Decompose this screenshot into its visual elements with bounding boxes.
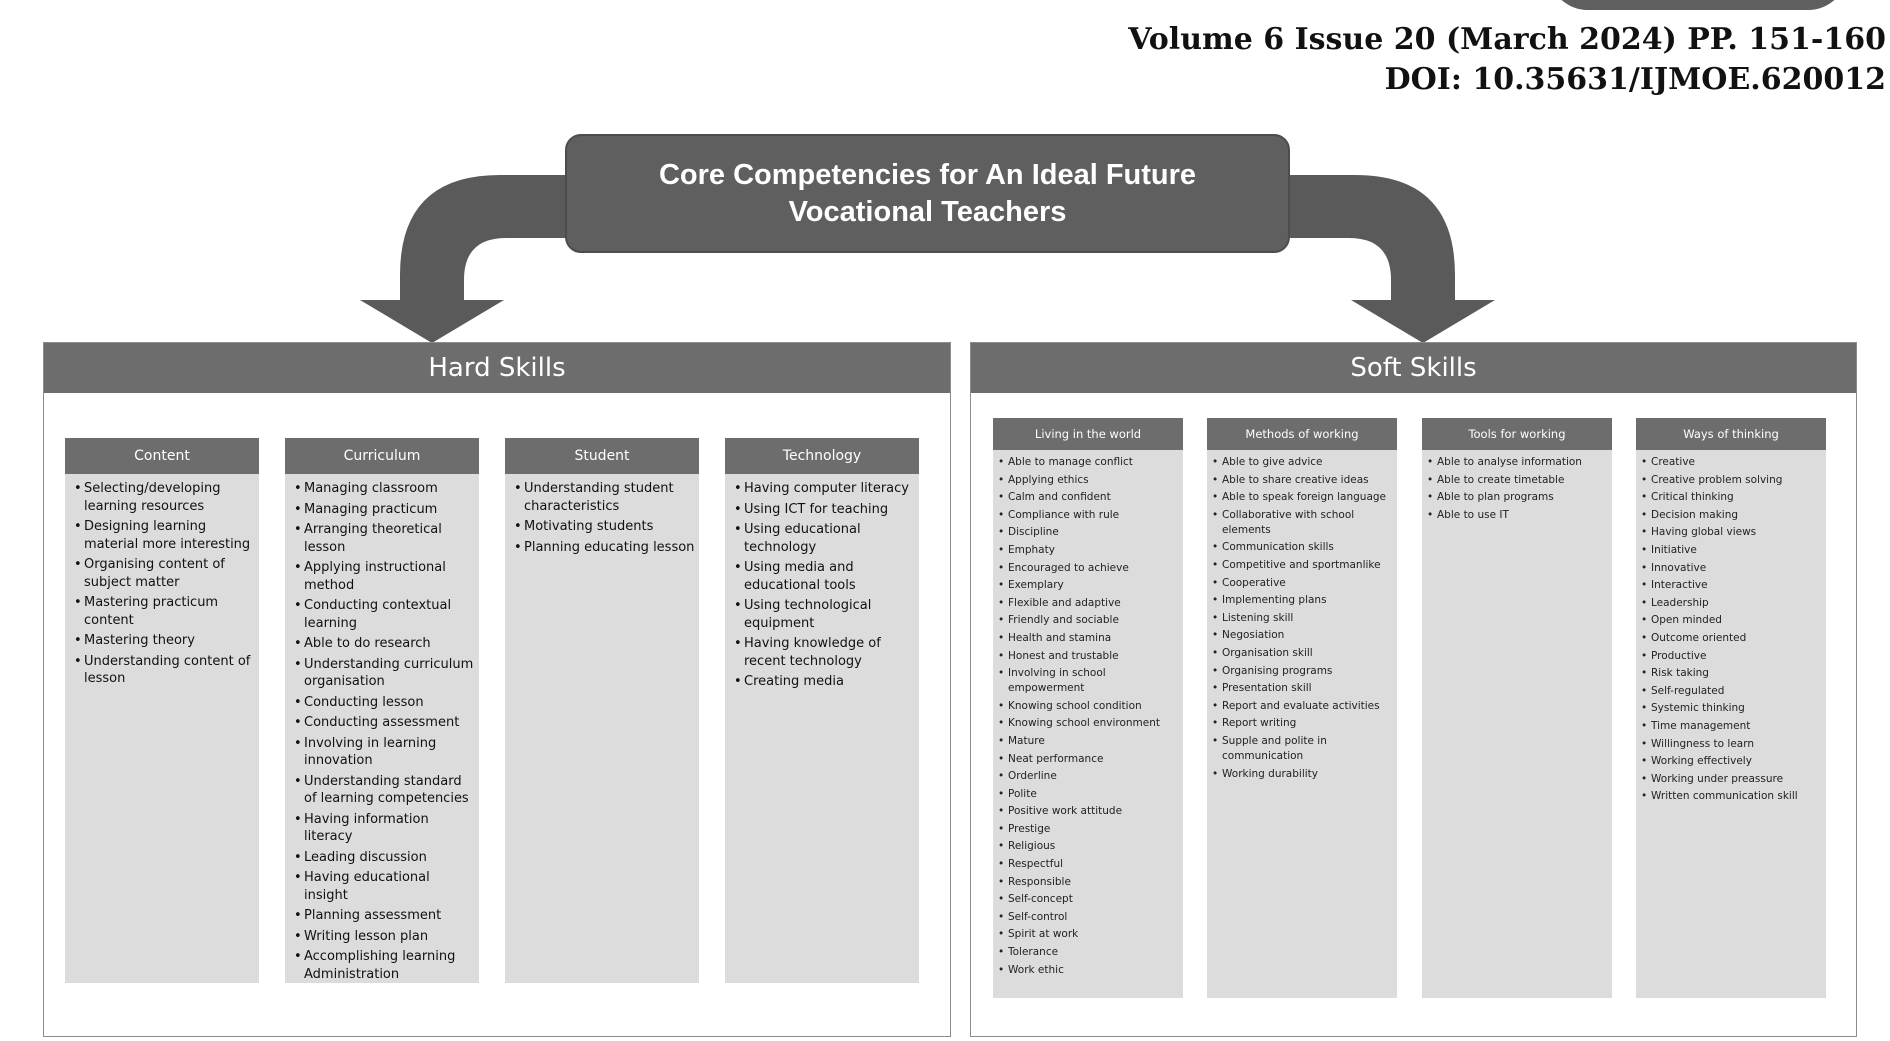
list-item: • Managing classroom (294, 480, 475, 498)
column-title: Methods of working (1207, 418, 1397, 450)
list-item: • Respectful (998, 857, 1179, 872)
list-item: • Friendly and sociable (998, 613, 1179, 628)
list-item: • Working durability (1212, 767, 1393, 782)
diagram-title: Core Competencies for An Ideal Future Vocational Teachers (565, 134, 1290, 253)
column-title: Tools for working (1422, 418, 1612, 450)
list-item: • Mastering theory (74, 632, 255, 650)
list-item: • Presentation skill (1212, 681, 1393, 696)
list-item: • Working effectively (1641, 754, 1822, 769)
list-item: • Organising programs (1212, 664, 1393, 679)
list-item: • Having information literacy (294, 811, 475, 846)
list-item: • Arranging theoretical lesson (294, 521, 475, 556)
list-item: • Polite (998, 787, 1179, 802)
list-item: • Risk taking (1641, 666, 1822, 681)
list-item: • Applying ethics (998, 473, 1179, 488)
list-item: • Able to manage conflict (998, 455, 1179, 470)
list-item: • Listening skill (1212, 611, 1393, 626)
list-item: • Understanding curriculum organisation (294, 656, 475, 691)
list-item: • Leading discussion (294, 849, 475, 867)
hard-column-content (65, 438, 259, 983)
list-item: • Critical thinking (1641, 490, 1822, 505)
soft-column-living (993, 418, 1183, 998)
list-item: • Able to give advice (1212, 455, 1393, 470)
left-arrow (360, 175, 590, 343)
list-item: • Health and stamina (998, 631, 1179, 646)
list-item: • Communication skills (1212, 540, 1393, 555)
item-list (1207, 455, 1397, 782)
list-item: • Mastering practicum content (74, 594, 255, 629)
list-item: • Open minded (1641, 613, 1822, 628)
list-item: • Understanding student characteristics (514, 480, 695, 515)
list-item: • Prestige (998, 822, 1179, 837)
list-item: • Involving in school empowerment (998, 666, 1179, 696)
list-item: • Written communication skill (1641, 789, 1822, 804)
list-item: • Productive (1641, 649, 1822, 664)
hard-skills-header: Hard Skills (44, 343, 950, 393)
list-item: • Using educational technology (734, 521, 915, 556)
list-item: • Initiative (1641, 543, 1822, 558)
item-list (725, 480, 919, 691)
hard-skills-panel (43, 342, 951, 1037)
item-list (1422, 455, 1612, 523)
soft-column-ways-of-thinking (1636, 418, 1826, 998)
list-item: • Supple and polite in communication (1212, 734, 1393, 764)
list-item: • Motivating students (514, 518, 695, 536)
list-item: • Able to create timetable (1427, 473, 1608, 488)
list-item: • Able to analyse information (1427, 455, 1608, 470)
list-item: • Report and evaluate activities (1212, 699, 1393, 714)
list-item: • Collaborative with school elements (1212, 508, 1393, 538)
list-item: • Willingness to learn (1641, 737, 1822, 752)
list-item: • Using ICT for teaching (734, 501, 915, 519)
list-item: • Having computer literacy (734, 480, 915, 498)
list-item: • Self-regulated (1641, 684, 1822, 699)
list-item: • Innovative (1641, 561, 1822, 576)
list-item: • Decision making (1641, 508, 1822, 523)
list-item: • Selecting/developing learning resources (74, 480, 255, 515)
item-list (285, 480, 479, 983)
list-item: • Spirit at work (998, 927, 1179, 942)
column-title: Student (505, 438, 699, 474)
list-item: • Using media and educational tools (734, 559, 915, 594)
list-item: • Interactive (1641, 578, 1822, 593)
list-item: • Exemplary (998, 578, 1179, 593)
column-title: Ways of thinking (1636, 418, 1826, 450)
list-item: • Religious (998, 839, 1179, 854)
list-item: • Having educational insight (294, 869, 475, 904)
soft-column-methods (1207, 418, 1397, 998)
list-item: • Self-control (998, 910, 1179, 925)
hard-column-student (505, 438, 699, 983)
list-item: • Discipline (998, 525, 1179, 540)
list-item: • Responsible (998, 875, 1179, 890)
list-item: • Mature (998, 734, 1179, 749)
volume-line: Volume 6 Issue 20 (March 2024) PP. 151-160 (1128, 22, 1886, 57)
list-item: • Competitive and sportmanlike (1212, 558, 1393, 573)
list-item: • Calm and confident (998, 490, 1179, 505)
column-title: Curriculum (285, 438, 479, 474)
list-item: • Systemic thinking (1641, 701, 1822, 716)
list-item: • Flexible and adaptive (998, 596, 1179, 611)
hard-column-curriculum (285, 438, 479, 983)
doi-line: DOI: 10.35631/IJMOE.620012 (1384, 62, 1886, 97)
list-item: • Emphaty (998, 543, 1179, 558)
list-item: • Compliance with rule (998, 508, 1179, 523)
list-item: • Accomplishing learning Administration (294, 948, 475, 983)
list-item: • Knowing school condition (998, 699, 1179, 714)
list-item: • Report writing (1212, 716, 1393, 731)
list-item: • Conducting assessment (294, 714, 475, 732)
list-item: • Able to use IT (1427, 508, 1608, 523)
list-item: • Self-concept (998, 892, 1179, 907)
list-item: • Planning educating lesson (514, 539, 695, 557)
list-item: • Conducting lesson (294, 694, 475, 712)
list-item: • Designing learning material more interesting (74, 518, 255, 553)
list-item: • Orderline (998, 769, 1179, 784)
list-item: • Honest and trustable (998, 649, 1179, 664)
soft-skills-panel (970, 342, 1857, 1037)
list-item: • Able to do research (294, 635, 475, 653)
soft-column-tools (1422, 418, 1612, 998)
list-item: • Managing practicum (294, 501, 475, 519)
list-item: • Neat performance (998, 752, 1179, 767)
list-item: • Organising content of subject matter (74, 556, 255, 591)
list-item: • Involving in learning innovation (294, 735, 475, 770)
list-item: • Time management (1641, 719, 1822, 734)
list-item: • Applying instructional method (294, 559, 475, 594)
list-item: • Cooperative (1212, 576, 1393, 591)
column-title: Living in the world (993, 418, 1183, 450)
list-item: • Knowing school environment (998, 716, 1179, 731)
list-item: • Negosiation (1212, 628, 1393, 643)
list-item: • Understanding standard of learning competencies (294, 773, 475, 808)
list-item: • Tolerance (998, 945, 1179, 960)
list-item: • Encouraged to achieve (998, 561, 1179, 576)
list-item: • Conducting contextual learning (294, 597, 475, 632)
list-item: • Implementing plans (1212, 593, 1393, 608)
list-item: • Understanding content of lesson (74, 653, 255, 688)
list-item: • Work ethic (998, 963, 1179, 978)
list-item: • Outcome oriented (1641, 631, 1822, 646)
soft-skills-header: Soft Skills (971, 343, 1856, 393)
list-item: • Organisation skill (1212, 646, 1393, 661)
column-title: Technology (725, 438, 919, 474)
column-title: Content (65, 438, 259, 474)
list-item: • Having global views (1641, 525, 1822, 540)
list-item: • Using technological equipment (734, 597, 915, 632)
list-item: • Having knowledge of recent technology (734, 635, 915, 670)
list-item: • Creative (1641, 455, 1822, 470)
hard-column-technology (725, 438, 919, 983)
list-item: • Positive work attitude (998, 804, 1179, 819)
list-item: • Writing lesson plan (294, 928, 475, 946)
list-item: • Planning assessment (294, 907, 475, 925)
list-item: • Able to plan programs (1427, 490, 1608, 505)
item-list (505, 480, 699, 556)
list-item: • Able to share creative ideas (1212, 473, 1393, 488)
item-list (65, 480, 259, 688)
list-item: • Working under preassure (1641, 772, 1822, 787)
list-item: • Creating media (734, 673, 915, 691)
item-list (993, 455, 1183, 978)
list-item: • Leadership (1641, 596, 1822, 611)
list-item: • Creative problem solving (1641, 473, 1822, 488)
right-arrow (1265, 175, 1495, 343)
list-item: • Able to speak foreign language (1212, 490, 1393, 505)
item-list (1636, 455, 1826, 804)
